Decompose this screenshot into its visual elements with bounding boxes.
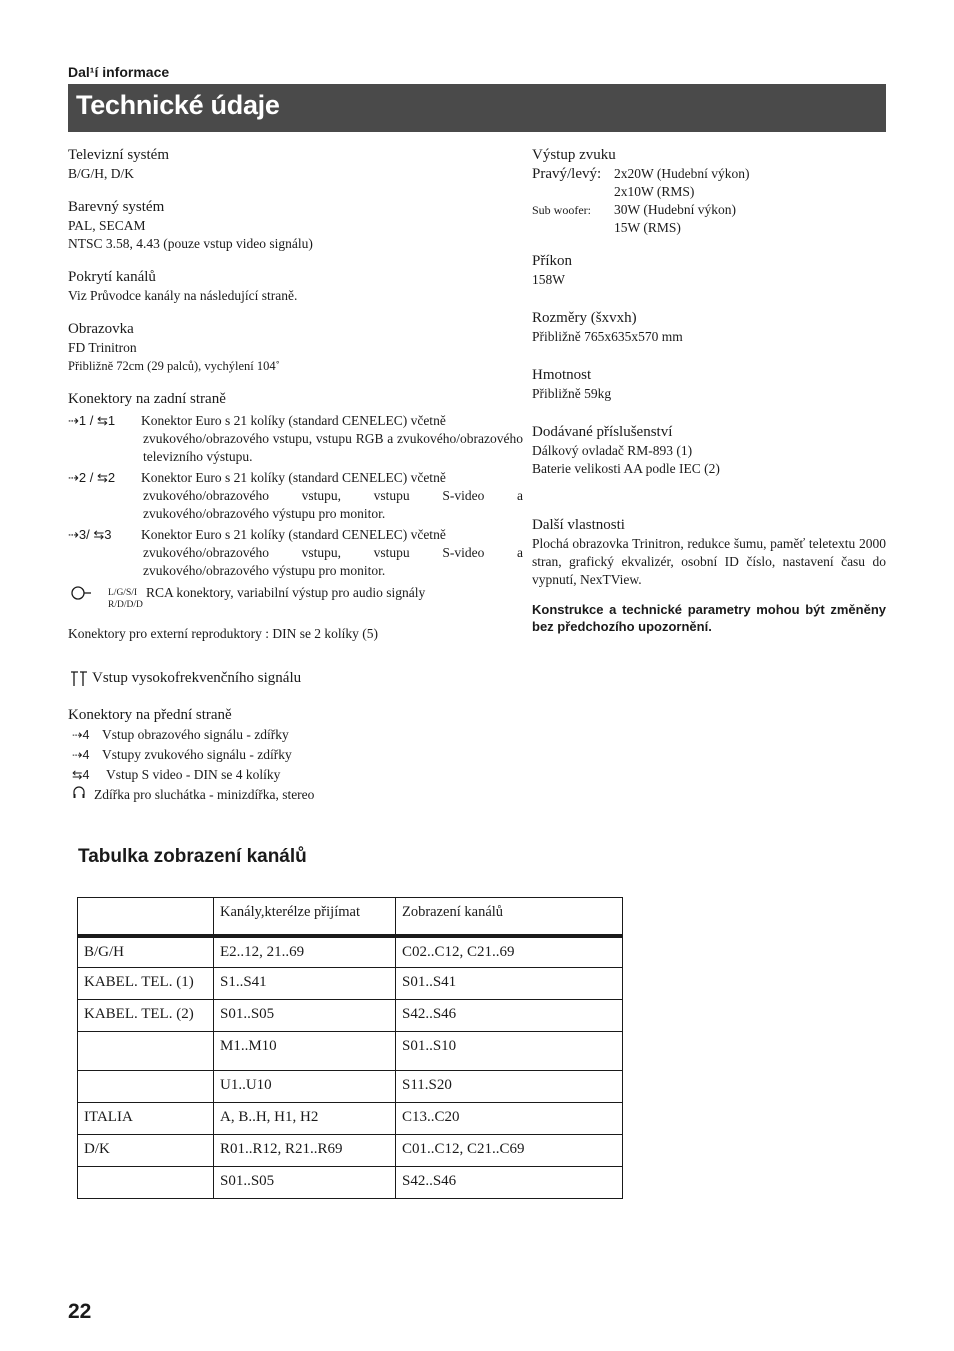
table-header-cell: Zobrazení kanálů — [396, 898, 623, 936]
speaker-connectors: Konektory pro externí reproduktory : DIN se 2 kolíky (5) — [68, 626, 379, 641]
table-row — [78, 1167, 623, 1199]
left-column — [68, 146, 523, 805]
table-cell: S01..S05 — [214, 1000, 396, 1032]
table-cell: S42..S46 — [396, 1167, 623, 1199]
spec-title: Výstup zvuku — [532, 147, 616, 163]
table-cell: S11.S20 — [396, 1071, 623, 1103]
table-cell — [78, 1032, 214, 1071]
title-bar — [68, 84, 886, 132]
spec-value: 2x10W (RMS) — [614, 184, 695, 199]
table-cell: C13..C20 — [396, 1103, 623, 1135]
table-cell: C01..C12, C21..C69 — [396, 1135, 623, 1167]
table-cell: ITALIA — [78, 1103, 214, 1135]
table-header-row — [78, 898, 623, 936]
table-row — [78, 1032, 623, 1071]
scart-connector-icon: ⇢2 / ⇆2 — [68, 470, 116, 485]
table-cell: S01..S05 — [214, 1167, 396, 1199]
connector-description: Konektor Euro s 21 kolíky (standard CENELEC) včetně zvukového/obrazového vstupu, vstupu S-video a zvukového/obrazového výstupu pro monitor. — [141, 527, 523, 578]
spec-pair — [532, 165, 886, 183]
audio-output-icon — [68, 584, 108, 607]
table-cell — [78, 1071, 214, 1103]
table-cell: B/G/H — [78, 936, 214, 968]
spec-title: Dodávané příslušenství — [532, 424, 673, 440]
spec-value: Plochá obrazovka Trinitron, redukce šumu, paměť teletextu 2000 stran, grafický ekvalizér, osobní ID číslo, nastavení času do vypnutí, NexTView. — [532, 536, 886, 587]
connector-description: Konektor Euro s 21 kolíky (standard CENELEC) včetně zvukového/obrazového vstupu, vstupu S-video a zvukového/obrazového výstupu pro monitor. — [141, 470, 523, 521]
table-cell: S01..S10 — [396, 1032, 623, 1071]
spec-value: B/G/H, D/K — [68, 166, 135, 181]
table-cell: R01..R12, R21..R69 — [214, 1135, 396, 1167]
screen-spec — [68, 320, 523, 375]
spec-title: Televizní systém — [68, 147, 170, 163]
scart-connector-icon: ⇢1 / ⇆1 — [68, 413, 116, 428]
spec-value: Dálkový ovladač RM-893 (1) — [532, 443, 693, 458]
table-cell: S42..S46 — [396, 1000, 623, 1032]
table-cell: M1..M10 — [214, 1032, 396, 1071]
spec-value: Přibližně 72cm (29 palců), vychýlení 104˚ — [68, 359, 280, 373]
rear-connector-row — [68, 526, 523, 580]
table-row — [78, 1135, 623, 1167]
antenna-icon — [68, 670, 90, 688]
front-connector-row — [68, 765, 523, 785]
rca-channel-label: L/G/S/I R/D/D/D — [108, 588, 143, 610]
rf-input-spec — [68, 669, 523, 688]
table-title: Tabulka zobrazení kanálů — [78, 846, 307, 867]
spec-title: Další vlastnosti — [532, 517, 625, 533]
spec-value: 15W (RMS) — [614, 220, 681, 235]
features-spec — [532, 516, 886, 589]
table-cell: KABEL. TEL. (1) — [78, 968, 214, 1000]
section-label: Dal¹í informace — [68, 64, 170, 80]
table-cell: C02..C12, C21..69 — [396, 936, 623, 968]
power-spec — [532, 252, 886, 289]
scart-connector-icon: ⇢3/ ⇆3 — [68, 527, 112, 542]
tv-system-spec — [68, 146, 523, 183]
spec-title: Hmotnost — [532, 367, 592, 383]
channel-table — [77, 897, 623, 1199]
connector-description: Vstupy zvukového signálu - zdířky — [102, 747, 292, 762]
table-cell: D/K — [78, 1135, 214, 1167]
disclaimer-note: Konstrukce a technické parametry mohou být změněny bez předchozího upozornění. — [532, 602, 886, 634]
spec-title: Příkon — [532, 253, 573, 269]
rca-description: RCA konektory, variabilní výstup pro audio signály — [146, 585, 426, 600]
spec-title: Rozměry (šxvxh) — [532, 310, 637, 326]
color-system-spec — [68, 198, 523, 253]
table-row — [78, 1000, 623, 1032]
dimensions-spec — [532, 309, 886, 346]
rear-connector-row — [68, 469, 523, 523]
weight-spec — [532, 366, 886, 403]
table-cell: E2..12, 21..69 — [214, 936, 396, 968]
page-number: 22 — [68, 1300, 92, 1323]
spec-pair — [532, 183, 886, 201]
table-cell: S1..S41 — [214, 968, 396, 1000]
spec-value: FD Trinitron — [68, 340, 137, 355]
spec-value: 30W (Hudební výkon) — [614, 202, 736, 217]
table-cell: U1..U10 — [214, 1071, 396, 1103]
channel-coverage-spec — [68, 268, 523, 305]
spec-value: 2x20W (Hudební výkon) — [614, 166, 750, 181]
spec-value: PAL, SECAM — [68, 218, 146, 233]
spec-key: Pravý/levý: — [532, 166, 602, 182]
spec-value: Baterie velikosti AA podle IEC (2) — [532, 461, 720, 476]
table-row — [78, 1071, 623, 1103]
front-connector-row — [68, 785, 523, 805]
right-column — [532, 146, 886, 635]
spec-value: Přibližně 59kg — [532, 386, 612, 401]
video-input-icon: ⇢4 — [72, 728, 90, 742]
front-connector-row — [68, 745, 523, 765]
table-cell — [78, 1167, 214, 1199]
rf-input-label: Vstup vysokofrekvenčního signálu — [92, 670, 302, 686]
spec-title: Obrazovka — [68, 321, 134, 337]
spec-title: Pokrytí kanálů — [68, 269, 156, 285]
spec-key: Sub woofer: — [532, 203, 591, 217]
spec-value: 158W — [532, 272, 565, 287]
table-header-cell: Kanály,kterélze přijímat — [214, 898, 396, 936]
rear-connector-row — [68, 412, 523, 466]
connector-description: Vstup obrazového signálu - zdířky — [102, 727, 289, 742]
spec-pair — [532, 201, 886, 219]
rca-output-row — [68, 584, 523, 611]
rear-connectors-spec — [68, 390, 523, 611]
table-header-cell — [78, 898, 214, 936]
table-row — [78, 1103, 623, 1135]
table-cell: S01..S41 — [396, 968, 623, 1000]
table-row — [78, 968, 623, 1000]
front-connector-row — [68, 725, 523, 745]
connector-description: Konektor Euro s 21 kolíky (standard CENELEC) včetně zvukového/obrazového vstupu, vstupu RGB a zvukového/obrazového televizního výstupu. — [141, 413, 523, 464]
front-connectors-spec — [68, 706, 523, 805]
spec-value: Přibližně 765x635x570 mm — [532, 329, 683, 344]
spec-value: NTSC 3.58, 4.43 (pouze vstup video signálu) — [68, 236, 313, 251]
audio-output-spec — [532, 146, 886, 237]
spec-pair — [532, 219, 886, 237]
spec-title: Konektory na zadní straně — [68, 391, 226, 407]
audio-input-icon: ⇢4 — [72, 748, 90, 762]
table-cell: A, B..H, H1, H2 — [214, 1103, 396, 1135]
connector-description: Vstup S video - DIN se 4 kolíky — [106, 767, 281, 782]
spec-value: Viz Průvodce kanály na následující straně. — [68, 288, 298, 303]
table-cell: KABEL. TEL. (2) — [78, 1000, 214, 1032]
table-row — [78, 936, 623, 968]
spec-title: Konektory na přední straně — [68, 707, 232, 723]
accessories-spec — [532, 423, 886, 478]
s-video-input-icon: ⇆4 — [72, 768, 90, 782]
spec-title: Barevný systém — [68, 199, 165, 215]
page-title: Technické údaje — [76, 90, 280, 120]
connector-description: Zdířka pro sluchátka - minizdířka, stereo — [94, 787, 315, 802]
headphones-icon — [68, 785, 94, 805]
